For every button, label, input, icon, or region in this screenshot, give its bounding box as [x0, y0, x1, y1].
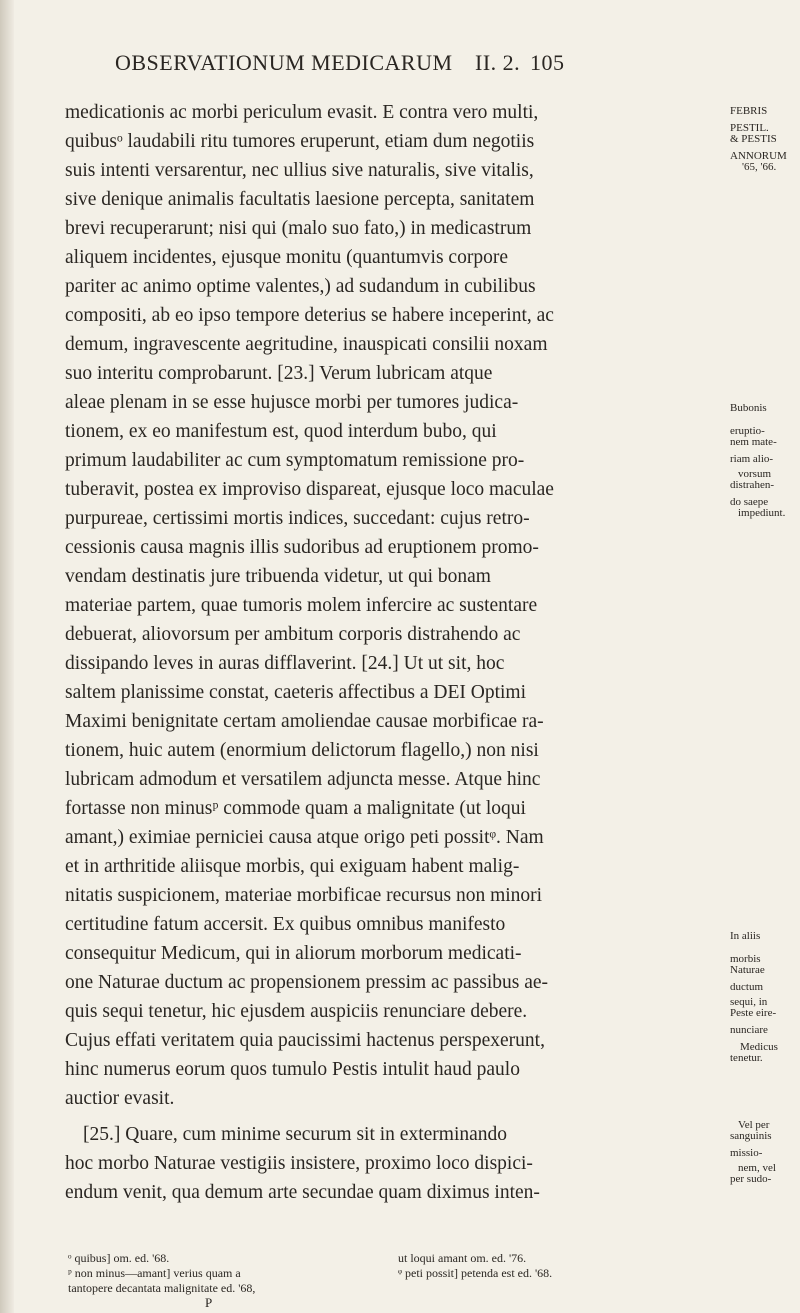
footnotes-right	[398, 1251, 552, 1281]
footnote-line: ut loqui amant om. ed. '76.	[398, 1251, 527, 1265]
margin-note-vel-per	[730, 1120, 798, 1185]
text-line: aleae plenam in se esse hujusce morbi per tumores judica-	[65, 392, 519, 413]
text-line: amant,) eximiae perniciei causa atque origo peti possitᵠ. Nam	[65, 827, 544, 848]
margin-note-line: distrahen-	[730, 479, 774, 491]
margin-note-line: nem, vel	[738, 1162, 776, 1174]
text-line: et in arthritide aliisque morbis, qui exiguam habent malig-	[65, 856, 520, 877]
text-line: lubricam admodum et versatilem adjuncta messe. Atque hinc	[65, 769, 541, 790]
text-line: one Naturae ductum ac propensionem pressim ac passibus ae-	[65, 972, 549, 993]
text-line: saltem planissime constat, caeteris affectibus a DEI Optimi	[65, 682, 527, 703]
text-line: hoc morbo Naturae vestigiis insistere, proximo loco dispici-	[65, 1153, 533, 1174]
text-line: consequitur Medicum, qui in aliorum morborum medicati-	[65, 943, 522, 964]
margin-note-line: Peste eire-	[730, 1007, 777, 1019]
margin-note-line: '65, '66.	[742, 161, 777, 173]
text-line: primum laudabiliter ac cum symptomatum remissione pro-	[65, 450, 525, 471]
running-head-section: II. 2.	[475, 50, 521, 75]
text-line: suo interitu comprobarunt. [23.] Verum lubricam atque	[65, 363, 493, 384]
margin-note-line: Vel per	[738, 1119, 770, 1131]
text-line: materiae partem, quae tumoris molem infercire ac sustentare	[65, 595, 538, 616]
text-line: dissipando leves in auras difflaverint. [24.] Ut ut sit, hoc	[65, 653, 505, 674]
text-line: quibusᵒ laudabili ritu tumores eruperunt, etiam dum negotiis	[65, 131, 535, 152]
margin-note-line: tenetur.	[730, 1052, 763, 1064]
text-line: quis sequi tenetur, hic ejusdem auspiciis renunciare debere.	[65, 1001, 528, 1022]
margin-note-line: sanguinis	[730, 1130, 772, 1142]
margin-note-line: nunciare	[730, 1024, 768, 1036]
text-line: fortasse non minusᵖ commode quam a malignitate (ut loqui	[65, 798, 526, 819]
margin-note-line: Medicus	[740, 1041, 778, 1053]
signature-mark: P	[205, 1295, 213, 1310]
margin-note-line: missio-	[730, 1147, 763, 1159]
text-line: tuberavit, postea ex improviso dispareat, ejusque loco maculae	[65, 479, 554, 500]
text-line: Maximi benignitate certam amoliendae causae morbificae ra-	[65, 711, 544, 732]
text-line: demum, ingravescente aegritudine, inauspicati consilii noxam	[65, 334, 548, 355]
margin-note-line: do saepe	[730, 496, 769, 508]
text-line: tionem, huic autem (enormium delictorum flagello,) non nisi	[65, 740, 539, 761]
margin-note-line: In aliis	[730, 930, 761, 942]
margin-note-febris	[730, 106, 798, 173]
text-line: [25.] Quare, cum minime securum sit in exterminando	[83, 1124, 508, 1145]
text-line: medicationis ac morbi periculum evasit. E contra vero multi,	[65, 102, 539, 123]
footnote-line: ᵠ peti possit] petenda est ed. '68.	[398, 1266, 553, 1280]
margin-note-line: impediunt.	[738, 507, 786, 519]
text-line: certitudine fatum accersit. Ex quibus omnibus manifesto	[65, 914, 506, 935]
page-number: 105	[530, 50, 565, 75]
text-line: Cujus effati veritatem quia paucissimi hactenus perspexerunt,	[65, 1030, 545, 1051]
text-line: hinc numerus eorum quos tumulo Pestis intulit haud paulo	[65, 1059, 520, 1080]
margin-note-line: FEBRIS	[730, 105, 768, 117]
margin-note-line: Naturae	[730, 964, 765, 976]
text-line: tionem, ex eo manifestum est, quod interdum bubo, qui	[65, 421, 497, 442]
margin-note-line: per sudo-	[730, 1173, 772, 1185]
text-line: cessionis causa magnis illis sudoribus ad eruptionem promo-	[65, 537, 539, 558]
margin-note-in-aliis	[730, 931, 798, 1064]
margin-note-line: ductum	[730, 981, 763, 993]
text-line: sive denique animalis facultatis laesione percepta, sanitatem	[65, 189, 535, 210]
margin-note-line: morbis	[730, 953, 761, 965]
margin-note-line: vorsum	[738, 468, 771, 480]
text-line: pariter ac animo optime valentes,) ad sudandum in cubilibus	[65, 276, 536, 297]
running-head-title: OBSERVATIONUM MEDICARUM	[115, 50, 453, 75]
margin-note-line: sequi, in	[730, 996, 768, 1008]
text-line: aliquem incidentes, ejusque monitu (quantumvis corpore	[65, 247, 508, 268]
margin-note-line: riam alio-	[730, 453, 774, 465]
footnote-line: ᵒ quibus] om. ed. '68.	[68, 1251, 170, 1265]
text-line: debuerat, aliovorsum per ambitum corporis distrahendo ac	[65, 624, 521, 645]
text-line: purpureae, certissimi mortis indices, succedant: cujus retro-	[65, 508, 530, 529]
text-line: auctior evasit.	[65, 1088, 175, 1109]
footnote-line: tantopere decantata malignitate ed. '68,	[68, 1281, 256, 1295]
footnotes-left	[68, 1251, 255, 1296]
text-line: compositi, ab eo ipso tempore deterius se habere inceperint, ac	[65, 305, 554, 326]
page-spine-shadow	[0, 0, 14, 1313]
text-line: suis intenti versarentur, nec ullius sive naturalis, sive vitalis,	[65, 160, 534, 181]
running-head	[60, 50, 720, 80]
margin-note-line: eruptio-	[730, 425, 765, 437]
text-line: nitatis suspicionem, materiae morbificae recursus non minori	[65, 885, 543, 906]
text-line: endum venit, qua demum arte secundae quam diximus inten-	[65, 1182, 540, 1203]
text-line: brevi recuperarunt; nisi qui (malo suo fato,) in medicastrum	[65, 218, 532, 239]
margin-note-line: & PESTIS	[730, 133, 777, 145]
footnote-line: ᵖ non minus—amant] verius quam a	[68, 1266, 241, 1280]
margin-note-bubonis	[730, 403, 798, 519]
margin-note-line: Bubonis	[730, 402, 767, 414]
margin-note-line: ANNORUM	[730, 150, 787, 162]
margin-note-line: nem mate-	[730, 436, 777, 448]
margin-note-line: PESTIL.	[730, 122, 769, 134]
text-line: vendam destinatis jure tribuenda videtur, ut qui bonam	[65, 566, 491, 587]
